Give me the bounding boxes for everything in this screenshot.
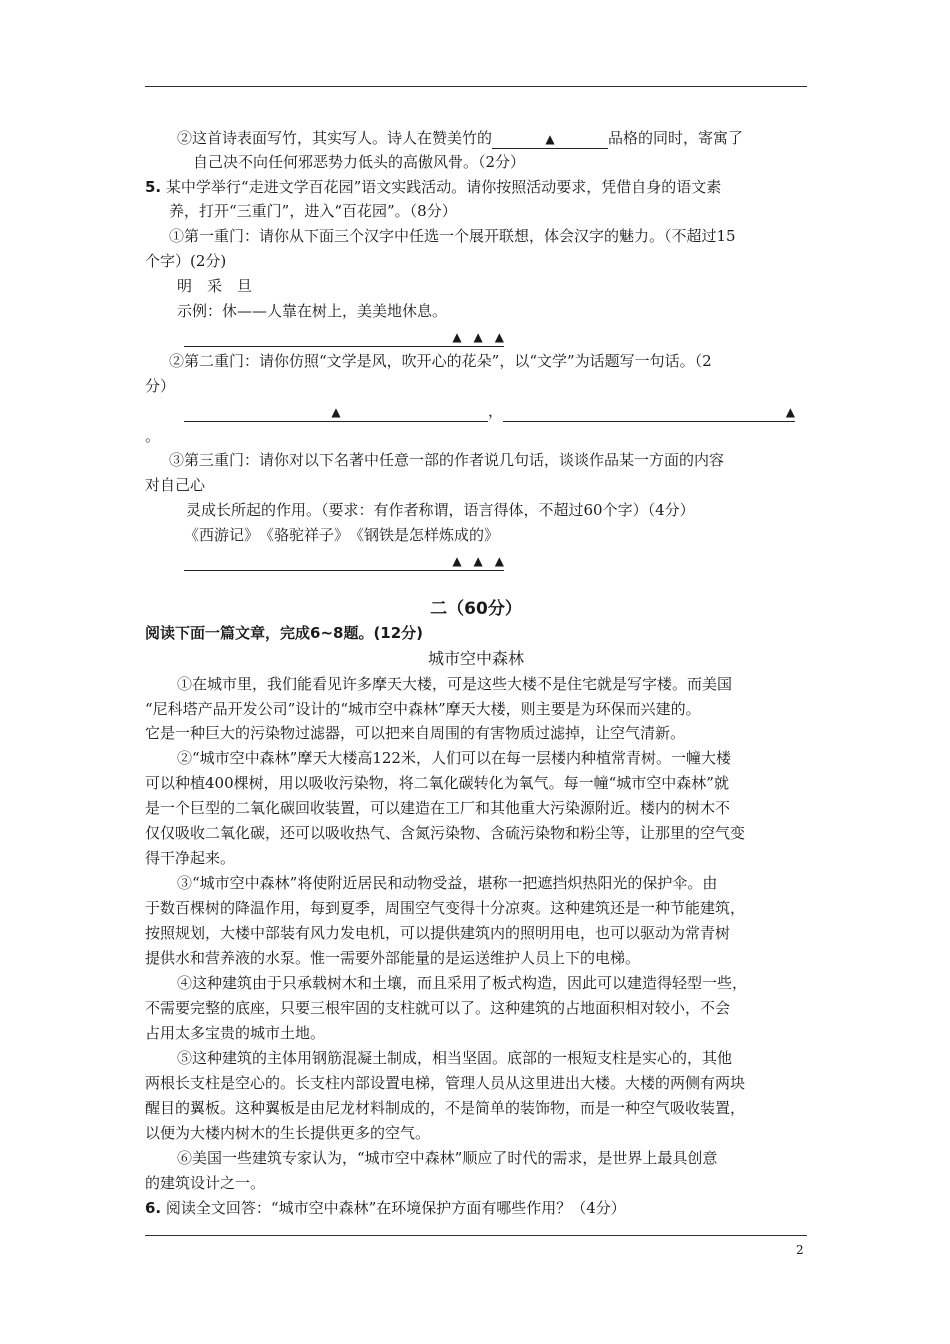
door1-characters: 明 采 旦	[177, 277, 253, 295]
article-line: 的建筑设计之一。	[145, 1174, 266, 1192]
door3-books: 《西游记》 《骆驼祥子》 《钢铁是怎样炼成的》	[184, 526, 500, 544]
q6-prompt: 阅读全文回答：“城市空中森林”在环境保护方面有哪些作用？（4分）	[165, 1199, 626, 1217]
article-line: 可以种植400棵树，用以吸收污染物，将二氧化碳转化为氧气。每一幢“城市空中森林”就	[145, 774, 729, 792]
header-rule	[145, 86, 807, 87]
answer-blank	[184, 327, 504, 347]
article-line: 两根长支柱是空心的。长支柱内部设置电梯，管理人员从这里进出大楼。大楼的两侧有两块	[145, 1074, 746, 1092]
answer-blank	[492, 129, 608, 149]
answer-blank	[184, 551, 504, 571]
article-line: 得干净起来。	[145, 849, 236, 867]
footer-rule	[145, 1235, 807, 1236]
answer-blank-marker: ▲ ▲ ▲	[452, 330, 504, 344]
poem-question-line2: 自己决不向任何邪恶势力低头的高傲风骨。（2分）	[193, 153, 526, 171]
answer-blank-marker: ▲ ▲ ▲	[452, 554, 504, 568]
q5-number: 5.	[145, 178, 162, 196]
q5-line1	[145, 177, 721, 197]
poem-question-line1	[177, 128, 743, 149]
article-line: 仅仅吸收二氧化碳，还可以吸收热气、含氮污染物、含硫污染物和粉尘等，让那里的空气变	[145, 824, 746, 842]
answer-blank-marker: ▲	[545, 132, 555, 146]
door2-answer-line	[184, 401, 795, 422]
q6-line	[145, 1198, 626, 1218]
article-line: ⑤这种建筑的主体用钢筋混凝土制成，相当坚固。底部的一根短支柱是实心的，其他	[177, 1049, 733, 1067]
article-line: ④这种建筑由于只承载树木和土壤，而且采用了板式构造，因此可以建造得轻型一些，	[177, 974, 748, 992]
article-line: 是一个巨型的二氧化碳回收装置，可以建造在工厂和其他重大污染源附近。楼内的树木不	[145, 799, 731, 817]
article-line: “尼科塔产品开发公司”设计的“城市空中森林”摩天大楼，则主要是为环保而兴建的。	[145, 700, 701, 718]
door3-line2: 对自己心	[145, 476, 206, 494]
article-line: ⑥美国一些建筑专家认为，“城市空中森林”顺应了时代的需求，是世界上最具创意	[177, 1149, 718, 1167]
article-line: ③“城市空中森林”将使附近居民和动物受益，堪称一把遮挡炽热阳光的保护伞。由	[177, 874, 718, 892]
door3-answer-line	[184, 550, 504, 571]
answer-blank-marker: ▲	[785, 405, 796, 419]
q6-number: 6.	[145, 1199, 162, 1217]
article-line: 以便为大楼内树木的生长提供更多的空气。	[145, 1124, 431, 1142]
article-line: 它是一种巨大的污染物过滤器，可以把来自周围的有害物质过滤掉，让空气清新。	[145, 724, 686, 742]
article-line: 不需要完整的底座，只要三根牢固的支柱就可以了。这种建筑的占地面积相对较小，不会	[145, 999, 731, 1017]
answer-blank	[184, 402, 488, 422]
article-title: 城市空中森林	[427, 649, 524, 668]
door2-line2: 分）	[145, 377, 176, 395]
door1-line2: 个字）(2分)	[145, 252, 227, 270]
door1-line1: ①第一重门：请你从下面三个汉字中任选一个展开联想，体会汉字的魅力。（不超过15	[169, 227, 736, 245]
q5-prompt-line2: 养，打开“三重门”，进入“百花园”。（8分）	[169, 202, 457, 220]
q5-prompt-line1: 某中学举行“走进文学百花园”语文实践活动。请你按照活动要求，凭借自身的语文素	[165, 178, 722, 196]
section-instruction: 阅读下面一篇文章，完成6~8题。(12分)	[145, 624, 424, 642]
article-line: 醒目的翼板。这种翼板是由尼龙材料制成的，不是简单的装饰物，而是一种空气吸收装置，	[145, 1099, 746, 1117]
section-title: 二（60分）	[430, 599, 522, 619]
answer-blank-marker: ▲	[331, 405, 341, 419]
door1-example: 示例：休——人靠在树上，美美地休息。	[177, 302, 448, 320]
article-line: 占用太多宝贵的城市土地。	[145, 1024, 326, 1042]
page-number: 2	[796, 1243, 804, 1257]
article-line: 按照规划，大楼中部装有风力发电机，可以提供建筑内的照明用电，也可以驱动为常青树	[145, 924, 731, 942]
poem-question-text-a: ②这首诗表面写竹，其实写人。诗人在赞美竹的	[177, 129, 493, 147]
article-line: ①在城市里，我们能看见许多摩天大楼，可是这些大楼不是住宅就是写字楼。而美国	[177, 675, 733, 693]
door3-line1: ③第三重门：请你对以下名著中任意一部的作者说几句话，谈谈作品某一方面的内容	[169, 451, 725, 469]
door3-line3: 灵成长所起的作用。（要求：有作者称谓，语言得体，不超过60个字）（4分）	[186, 501, 695, 519]
answer-blank	[503, 402, 795, 422]
comma: ，	[488, 402, 504, 420]
article-line: 提供水和营养液的水泵。惟一需要外部能量的是运送维护人员上下的电梯。	[145, 949, 641, 967]
door2-period: 。	[145, 427, 161, 445]
door2-line1: ②第二重门：请你仿照“文学是风，吹开心的花朵”，以“文学”为话题写一句话。（2	[169, 352, 712, 370]
door1-answer-line	[184, 326, 504, 347]
article-line: ②“城市空中森林”摩天大楼高122米，人们可以在每一层楼内种植常青树。一幢大楼	[177, 749, 731, 767]
article-line: 于数百棵树的降温作用，每到夏季，周围空气变得十分凉爽。这种建筑还是一种节能建筑，	[145, 899, 746, 917]
poem-question-text-b: 品格的同时，寄寓了	[608, 129, 744, 147]
